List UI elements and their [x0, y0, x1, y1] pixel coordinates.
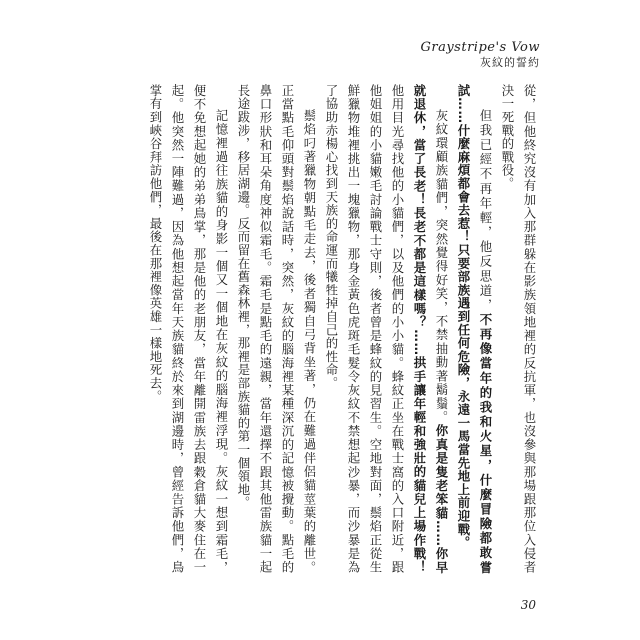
header-title-english: Graystripe's Vow — [420, 40, 540, 55]
paragraph-4-text: 鬃焰叼著獵物朝點毛走去，後者獨自弓背坐著，仍在難過伴侶貓莖葉的離世。正當點毛仰頭對鬃焰說話時，突然，灰紋的腦海裡某種深沉的記憶被攪動。點毛的鼻口形狀和耳朵角度神似霜毛。霜毛是點毛的遠親，當年還擇不跟其他雷族貓一起長途跋涉，移居湖邊。反而留在舊森林裡，那裡是部族貓的第一個領地。 — [236, 84, 317, 574]
paragraph-3-text-cont: 他用目光尋找他的小貓們，以及他們的小小貓。蜂紋正坐在戰士窩的入口附近，跟他姐姐的小貓嫩毛討論戰士守則，後者曾是蜂紋的見習生。空地對面，鬃焰正從生鮮獵物堆裡挑出一塊獵物，那身金黃色虎斑毛髮令灰紋不禁想起沙暴，而沙暴是為了協助赤楊心找到天族的命運而犧牲掉自己的性命。 — [324, 84, 405, 574]
paragraph-4 — [232, 84, 320, 574]
header-title-chinese: 灰紋的誓約 — [480, 56, 540, 69]
paragraph-3-thought: 你真是隻老笨貓……你早就退休，當了長老！長老不都是這樣嗎？……拱手讓年輕和強壯的貓兒上場作戰！ — [412, 84, 449, 574]
paragraph-2 — [452, 84, 496, 574]
body-text — [100, 84, 540, 574]
paragraph-3 — [320, 84, 452, 574]
paragraph-1 — [496, 84, 540, 574]
paragraph-5 — [144, 84, 232, 574]
paragraph-2-thought: 不再像當年的我和火星，什麼冒險都敢嘗試……什麼麻煩都會去惹！只要部族遇到任何危險，永遠一馬當先地上前迎戰。 — [456, 84, 493, 574]
running-header — [420, 40, 540, 70]
paragraph-1-text: 從，但他終究沒有加入那群躲在影族領地裡的反抗軍，也沒參與那場跟那位入侵者決一死戰的戰役。 — [500, 84, 537, 574]
paragraph-3-text: 灰紋環顧族貓們，突然覺得好笑，不禁抽動著鬍鬚。 — [434, 108, 449, 425]
paragraph-5-text: 記憶裡過往族貓的身影一個又一個地在灰紋的腦海裡浮現。灰紋一想到霜毛，便不免想起她的弟弟鳥掌，那是他的老朋友，當年離開雷族去跟穀倉貓大麥住在一起。他突然一陣難過，因為他想起當年天族貓終於來到湖邊時，曾經告訴他們，鳥掌有到峽谷拜訪他們，最後在那裡像英雄一樣地死去。 — [148, 84, 229, 574]
paragraph-2-text: 但我已經不再年輕，他反思道， — [478, 108, 493, 313]
page-number: 30 — [520, 598, 536, 612]
